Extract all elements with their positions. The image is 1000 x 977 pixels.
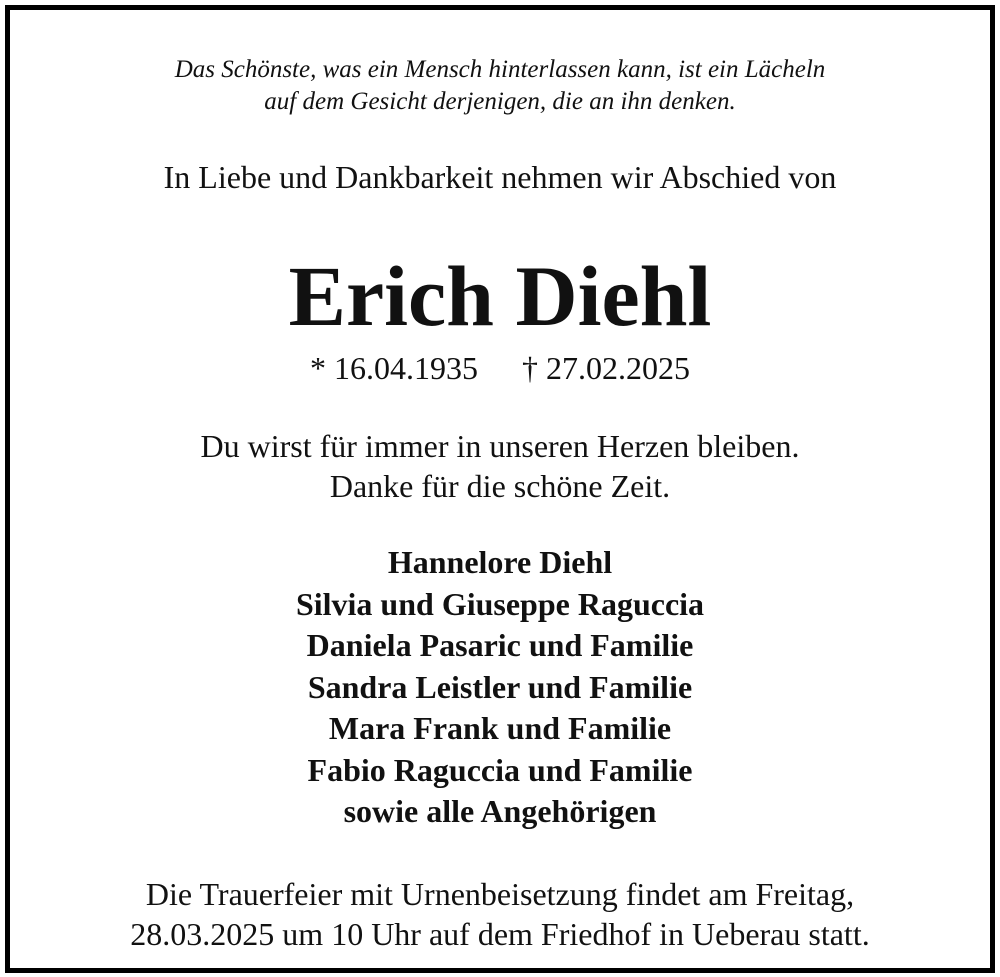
ceremony-line-1: Die Trauerfeier mit Urnenbeisetzung findet am Freitag, (145, 876, 855, 912)
mourner: Mara Frank und Familie (328, 710, 672, 746)
quote-line-1: Das Schönste, was ein Mensch hinterlassen kann, ist ein Lächeln (174, 56, 826, 83)
farewell-line-2: Danke für die schöne Zeit. (329, 468, 671, 504)
mourners-list (10, 542, 990, 833)
deceased-name: Erich Diehl (288, 248, 712, 344)
quote-line-2: auf dem Gesicht derjenigen, die an ihn denken. (264, 88, 736, 115)
mourner: Hannelore Diehl (387, 544, 613, 580)
life-dates (10, 348, 990, 388)
mourner: Sandra Leistler und Familie (307, 668, 693, 705)
birth-date: * 16.04.1935 (310, 350, 478, 386)
mourner: Fabio Raguccia und Familie (307, 751, 693, 788)
quote (10, 54, 990, 118)
mourner: sowie alle Angehörigen (343, 793, 657, 829)
mourner: Silvia und Giuseppe Raguccia (295, 585, 705, 622)
death-date: † 27.02.2025 (522, 350, 690, 386)
mourner: Daniela Pasaric und Familie (306, 627, 694, 663)
ceremony-line-2: 28.03.2025 um 10 Uhr auf dem Friedhof in Ueberau statt. (130, 916, 870, 952)
farewell-text (10, 426, 990, 506)
obituary-frame (5, 5, 995, 973)
intro-text: In Liebe und Dankbarkeit nehmen wir Abschied von (163, 159, 837, 195)
farewell-line-1: Du wirst für immer in unseren Herzen bleiben. (200, 428, 800, 464)
ceremony-notice (10, 874, 990, 954)
